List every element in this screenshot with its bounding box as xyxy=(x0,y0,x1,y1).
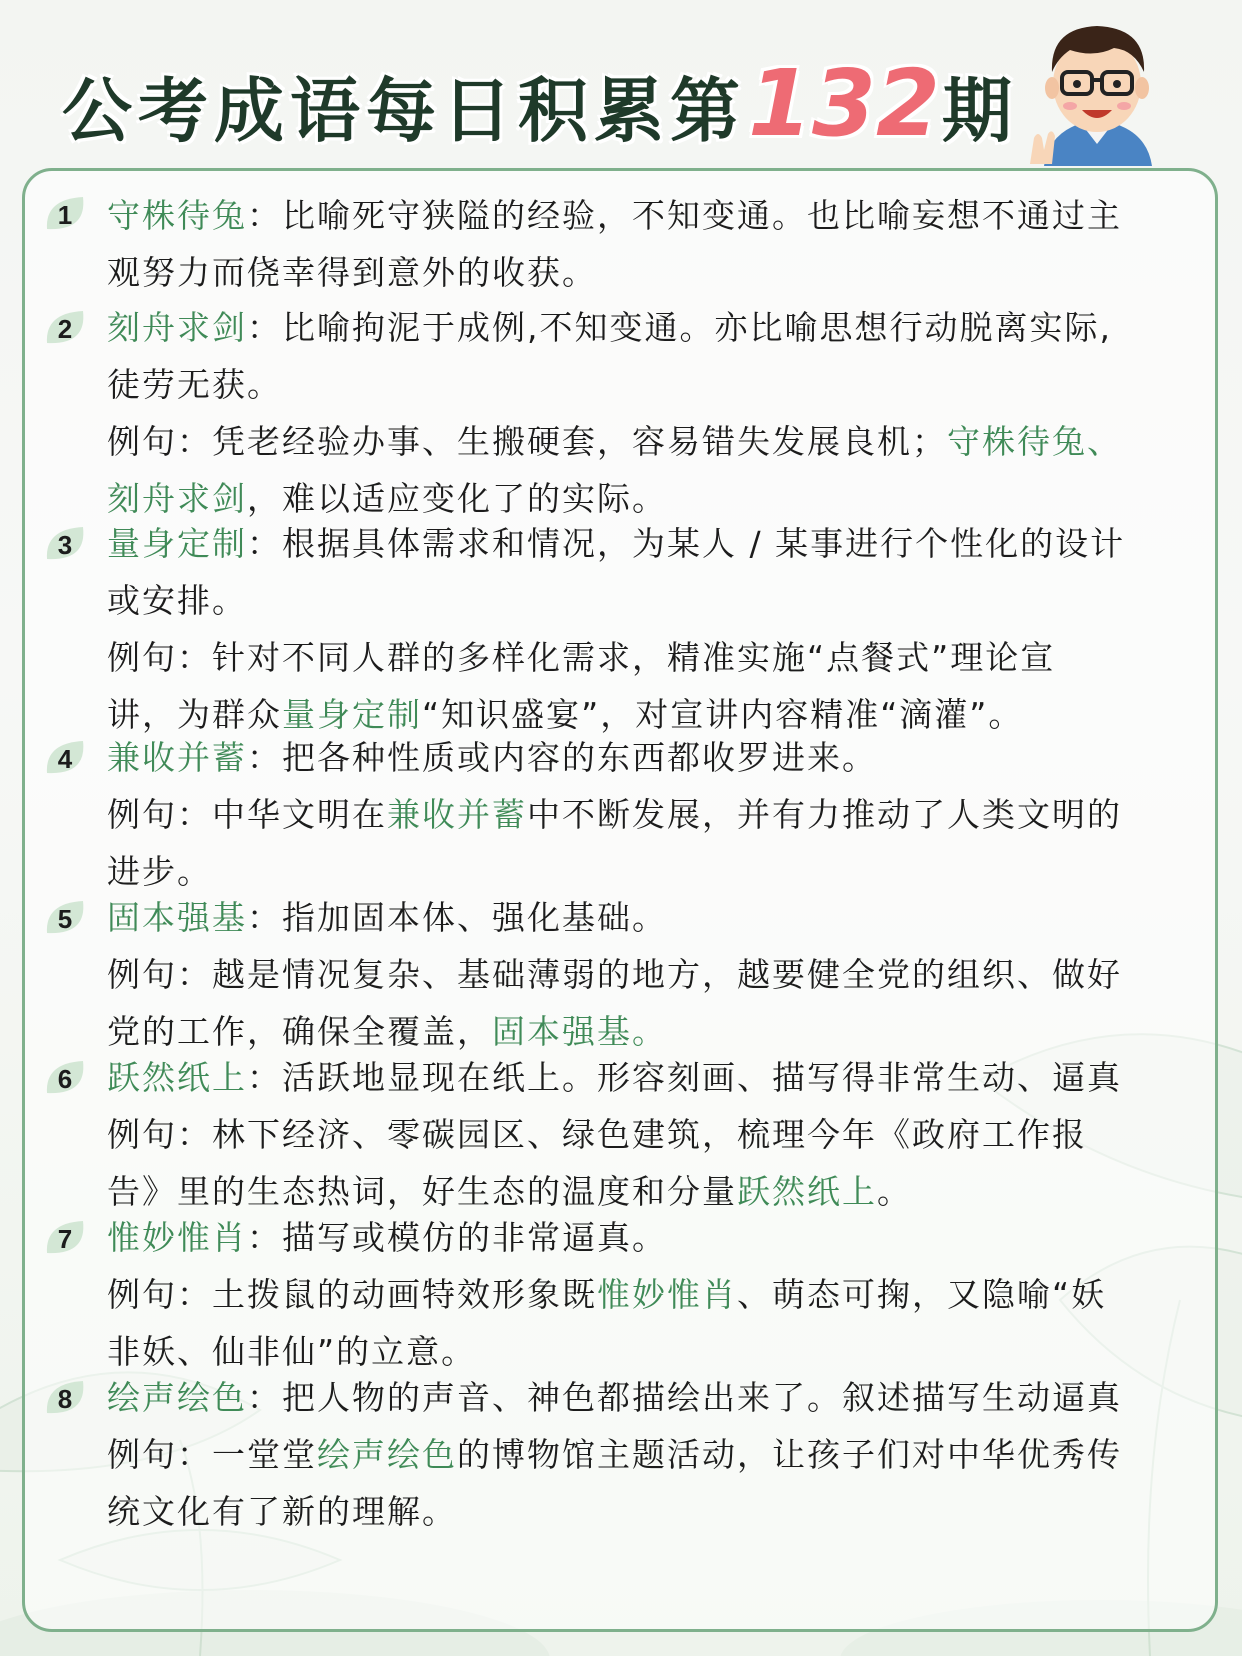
issue-number: 132 xyxy=(748,50,941,157)
number-badge: 6 xyxy=(43,1057,87,1101)
example-sentence: 例句：土拨鼠的动画特效形象既 xyxy=(107,1275,597,1314)
example-sentence: 例句：越是情况复杂、基础薄弱的地方，越要健全党的组织、做好 xyxy=(107,955,1122,994)
idiom-card xyxy=(22,168,1218,1632)
idiom-definition: 惟妙惟肖：描写或模仿的非常逼真。 例句：土拨鼠的动画特效形象既惟妙惟肖、萌态可掬，又隐喻“妖 非妖、仙非仙”的立意。 xyxy=(107,1218,1107,1371)
example-sentence: 例句：针对不同人群的多样化需求，精准实施“点餐式”理论宣 xyxy=(107,638,1056,677)
idiom-term: 守株待兔 xyxy=(107,196,247,235)
idiom-term: 绘声绘色 xyxy=(107,1378,247,1417)
number-badge: 5 xyxy=(43,897,87,941)
idiom-term: 固本强基 xyxy=(107,898,247,937)
idiom-term: 跃然纸上 xyxy=(107,1058,247,1097)
page-title xyxy=(62,50,1019,157)
cartoon-teacher-avatar xyxy=(1022,14,1172,166)
title-prefix: 公考成语每日积累第 xyxy=(62,69,746,152)
number-badge: 3 xyxy=(43,523,87,567)
idiom-term: 惟妙惟肖 xyxy=(107,1218,247,1257)
idiom-definition: 绘声绘色：把人物的声音、神色都描绘出来了。叙述描写生动逼真 例句：一堂堂绘声绘色的博物馆主题活动，让孩子们对中华优秀传 统文化有了新的理解。 xyxy=(107,1378,1122,1531)
number-badge: 2 xyxy=(43,307,87,351)
number-badge: 8 xyxy=(43,1377,87,1421)
idiom-definition: 刻舟求剑：比喻拘泥于成例,不知变通。亦比喻思想行动脱离实际, 徒劳无获。 例句：凭老经验办事、生搬硬套，容易错失发展良机；守株待兔、 刻舟求剑，难以适应变化了的实际。 xyxy=(107,308,1122,518)
idiom-term: 刻舟求剑 xyxy=(107,308,247,347)
example-sentence: 例句：中华文明在 xyxy=(107,795,387,834)
idiom-definition: 固本强基：指加固本体、强化基础。 例句：越是情况复杂、基础薄弱的地方，越要健全党的组织、做好 党的工作，确保全覆盖，固本强基。 xyxy=(107,898,1122,1051)
number-badge: 7 xyxy=(43,1217,87,1261)
idiom-definition: 跃然纸上：活跃地显现在纸上。形容刻画、描写得非常生动、逼真 例句：林下经济、零碳园区、绿色建筑，梳理今年《政府工作报 告》里的生态热词，好生态的温度和分量跃然纸上。 xyxy=(107,1058,1122,1211)
example-sentence: 例句：凭老经验办事、生搬硬套，容易错失发展良机； xyxy=(107,422,947,461)
header xyxy=(0,0,1242,170)
example-sentence: 例句：一堂堂 xyxy=(107,1435,317,1474)
idiom-definition: 兼收并蓄：把各种性质或内容的东西都收罗进来。 例句：中华文明在兼收并蓄中不断发展，并有力推动了人类文明的 进步。 xyxy=(107,738,1122,891)
number-badge: 4 xyxy=(43,737,87,781)
idiom-term: 兼收并蓄 xyxy=(107,738,247,777)
title-suffix: 期 xyxy=(942,69,1019,152)
idiom-term: 量身定制 xyxy=(107,524,247,563)
idiom-definition: 守株待兔：比喻死守狭隘的经验，不知变通。也比喻妄想不通过主 观努力而侥幸得到意外的收获。 xyxy=(107,196,1122,292)
idiom-definition: 量身定制：根据具体需求和情况，为某人 / 某事进行个性化的设计 或安排。 例句：针对不同人群的多样化需求，精准实施“点餐式”理论宣 讲，为群众量身定制“知识盛宴”，对宣讲内容精准“滴灌”。 xyxy=(107,524,1126,734)
number-badge: 1 xyxy=(43,193,87,237)
example-sentence: 例句：林下经济、零碳园区、绿色建筑，梳理今年《政府工作报 xyxy=(107,1115,1087,1154)
